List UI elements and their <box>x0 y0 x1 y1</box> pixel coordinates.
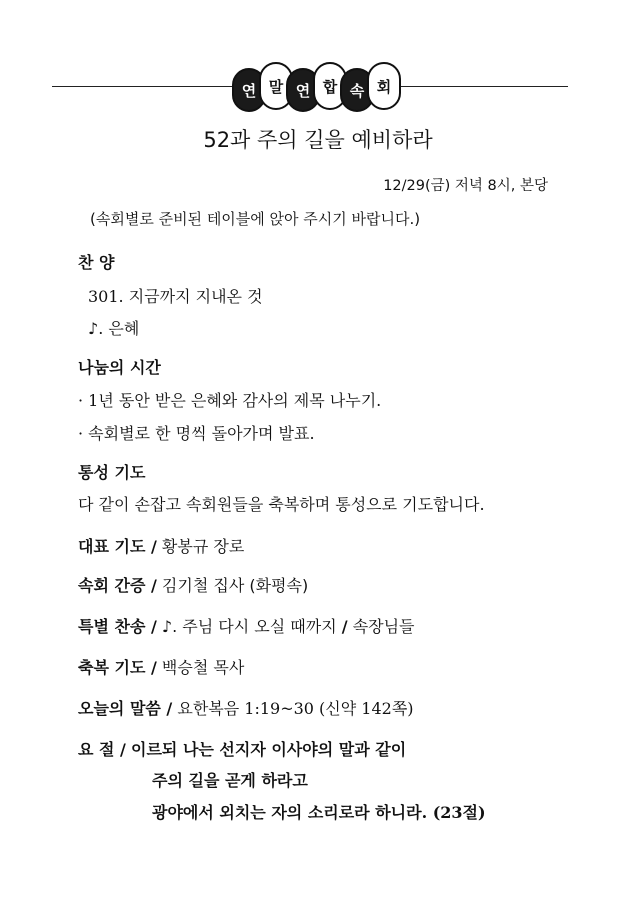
unison-prayer-heading: 통성 기도 <box>78 463 146 482</box>
hymn-line-1: 301. 지금까지 지내온 것 <box>88 287 263 306</box>
sermon-row <box>78 696 414 719</box>
benediction-row <box>78 655 244 678</box>
testimony-speaker: 김기철 집사 (화평속) <box>161 576 309 595</box>
header-banner <box>232 62 404 112</box>
special-song-title: ♪. 주님 다시 오실 때까지 <box>161 617 337 636</box>
testimony-heading: 속회 간증 / <box>78 576 157 595</box>
banner-char: 말 <box>259 62 293 110</box>
testimony-row <box>78 573 308 596</box>
sharing-item-2: · 속회별로 한 명씩 돌아가며 발표. <box>78 424 315 443</box>
key-verse-line-2: 주의 길을 곧게 하라고 <box>152 771 308 790</box>
key-verse-line-3: 광야에서 외치는 자의 소리로라 하니라. (23절) <box>152 803 486 822</box>
hymn-line-2: ♪. 은혜 <box>88 319 140 338</box>
representative-prayer-leader: 황봉규 장로 <box>161 537 245 556</box>
event-datetime: 12/29(금) 저녁 8시, 본당 <box>383 178 548 194</box>
key-verse-line-1: 이르되 나는 선지자 이사야의 말과 같이 <box>131 740 407 759</box>
page-title: 52과 주의 길을 예비하라 <box>203 128 433 152</box>
banner-char: 연 <box>232 68 266 112</box>
seating-notice: (속회별로 준비된 테이블에 앉아 주시기 바랍니다.) <box>90 210 421 228</box>
header-rule-left <box>52 86 242 87</box>
banner-char: 연 <box>286 68 320 112</box>
special-song-performers: 속장님들 <box>352 617 415 636</box>
benediction-heading: 축복 기도 / <box>78 658 157 677</box>
header-rule-right <box>398 86 568 87</box>
key-verse-heading: 요 절 / <box>78 740 126 759</box>
special-song-separator: / <box>341 617 348 636</box>
sermon-heading: 오늘의 말씀 / <box>78 699 173 718</box>
banner-char: 회 <box>367 62 401 110</box>
sermon-passage: 요한복음 1:19~30 (신약 142쪽) <box>177 699 414 718</box>
key-verse-row <box>78 737 406 760</box>
representative-prayer-row <box>78 534 244 557</box>
banner-char: 속 <box>340 68 374 112</box>
unison-prayer-text: 다 같이 손잡고 속회원들을 축복하며 통성으로 기도합니다. <box>78 495 485 514</box>
hymn-heading: 찬 양 <box>78 253 115 272</box>
special-song-row <box>78 614 415 637</box>
representative-prayer-heading: 대표 기도 / <box>78 537 157 556</box>
sharing-item-1: · 1년 동안 받은 은혜와 감사의 제목 나누기. <box>78 391 382 410</box>
special-song-heading: 특별 찬송 / <box>78 617 157 636</box>
benediction-leader: 백승철 목사 <box>161 658 245 677</box>
sharing-heading: 나눔의 시간 <box>78 358 161 377</box>
banner-char: 합 <box>313 62 347 110</box>
